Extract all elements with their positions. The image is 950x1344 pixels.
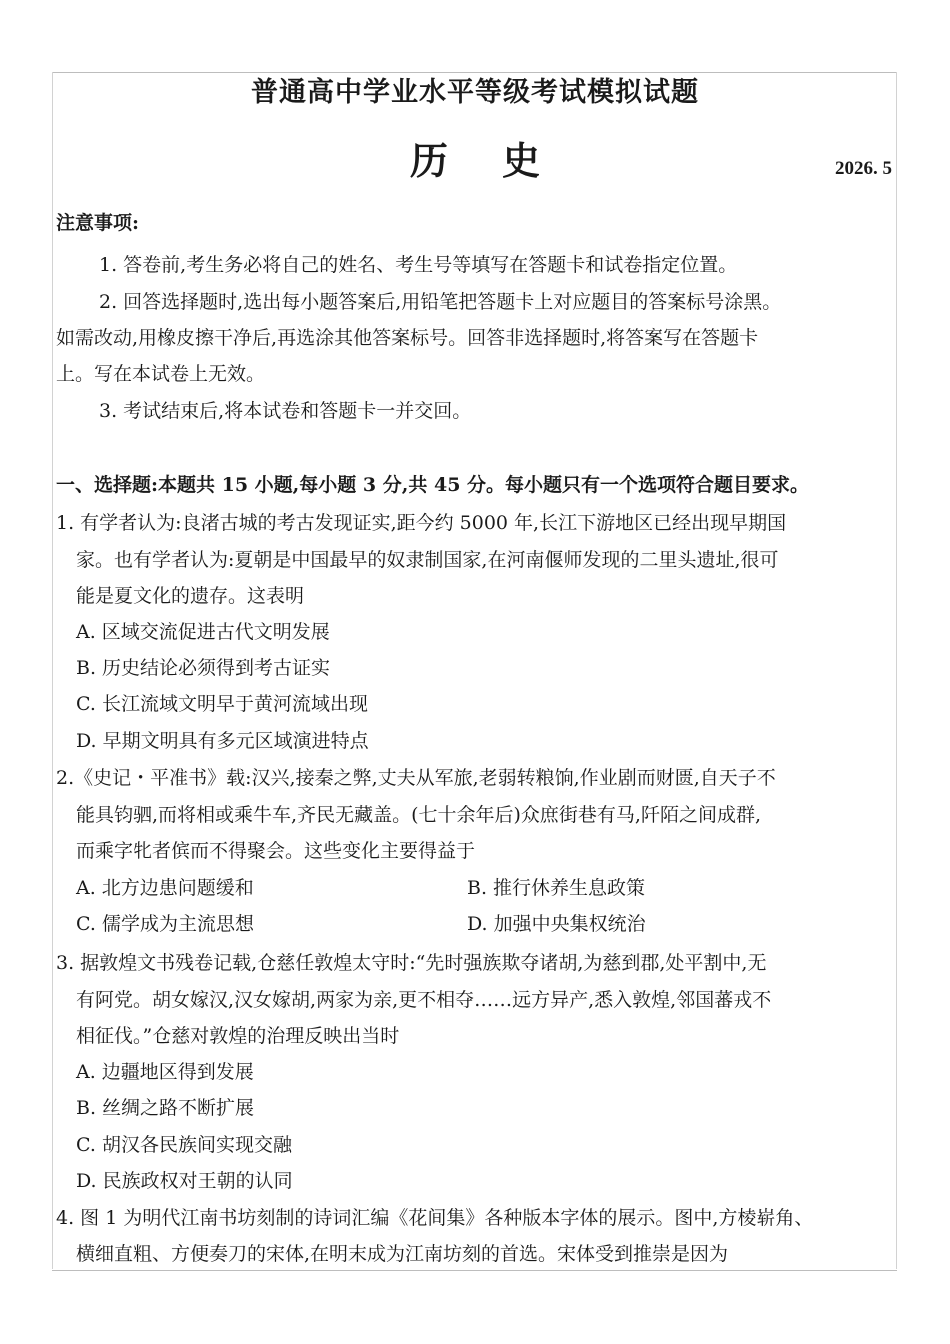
question-1-stem: 1. 有学者认为:良渚古城的考古发现证实,距今约 5000 年,长江下游地区已经出现早期国 bbox=[56, 512, 787, 534]
notice-line: 1. 答卷前,考生务必将自己的姓名、考生号等填写在答题卡和试卷指定位置。 bbox=[99, 254, 738, 276]
question-1-stem: 能是夏文化的遗存。这表明 bbox=[76, 585, 305, 607]
subject-title: 历史 bbox=[409, 138, 594, 183]
question-3-stem: 有阿党。胡女嫁汉,汉女嫁胡,两家为亲,更不相夺……远方异产,悉入敦煌,邻国蕃戎不 bbox=[76, 989, 772, 1011]
section-heading: 一、选择题:本题共 15 小题,每小题 3 分,共 45 分。每小题只有一个选项符合题目要求。 bbox=[56, 474, 810, 496]
right-border bbox=[896, 72, 897, 1269]
notice-line: 上。写在本试卷上无效。 bbox=[56, 363, 266, 385]
notice-line: 如需改动,用橡皮擦干净后,再选涂其他答案标号。回答非选择题时,将答案写在答题卡 bbox=[56, 327, 759, 349]
question-4-stem: 横细直粗、方便奏刀的宋体,在明末成为江南坊刻的首选。宋体受到推崇是因为 bbox=[76, 1243, 729, 1265]
question-1-option-c: C. 长江流域文明早于黄河流域出现 bbox=[76, 693, 368, 715]
question-3-option-a: A. 边疆地区得到发展 bbox=[76, 1061, 254, 1083]
question-4-stem: 4. 图 1 为明代江南书坊刻制的诗词汇编《花间集》各种版本字体的展示。图中,方棱崭角、 bbox=[56, 1207, 814, 1229]
exam-date: 2026. 5 bbox=[835, 158, 892, 179]
question-2-stem: 2.《史记・平准书》载:汉兴,接秦之弊,丈夫从军旅,老弱转粮饷,作业剧而财匮,自天子不 bbox=[56, 767, 776, 789]
question-2-option-c: C. 儒学成为主流思想 bbox=[76, 913, 254, 935]
left-border bbox=[52, 72, 53, 1269]
notice-heading: 注意事项: bbox=[56, 212, 140, 234]
question-2-stem: 能具钧驷,而将相或乘牛车,齐民无藏盖。(七十余年后)众庶街巷有马,阡陌之间成群, bbox=[76, 804, 761, 826]
exam-title: 普通高中学业水平等级考试模拟试题 bbox=[251, 77, 699, 108]
question-2-option-b: B. 推行休养生息政策 bbox=[467, 877, 646, 899]
notice-line: 2. 回答选择题时,选出每小题答案后,用铅笔把答题卡上对应题目的答案标号涂黑。 bbox=[99, 291, 782, 313]
question-1-option-d: D. 早期文明具有多元区域演进特点 bbox=[76, 730, 369, 752]
question-3-option-b: B. 丝绸之路不断扩展 bbox=[76, 1097, 255, 1119]
notice-line: 3. 考试结束后,将本试卷和答题卡一并交回。 bbox=[99, 400, 472, 422]
question-2-stem: 而乘字牝者傧而不得聚会。这些变化主要得益于 bbox=[76, 840, 476, 862]
question-3-option-d: D. 民族政权对王朝的认同 bbox=[76, 1170, 293, 1192]
question-2-option-a: A. 北方边患问题缓和 bbox=[76, 877, 254, 899]
question-1-option-b: B. 历史结论必须得到考古证实 bbox=[76, 657, 331, 679]
question-3-stem: 3. 据敦煌文书残卷记载,仓慈任敦煌太守时:“先时强族欺夺诸胡,为慈到郡,处平割中,无 bbox=[56, 952, 767, 974]
question-1-stem: 家。也有学者认为:夏朝是中国最早的奴隶制国家,在河南偃师发现的二里头遗址,很可 bbox=[76, 549, 779, 571]
question-2-option-d: D. 加强中央集权统治 bbox=[467, 913, 646, 935]
question-3-stem: 相征伐。”仓慈对敦煌的治理反映出当时 bbox=[76, 1025, 400, 1047]
question-3-option-c: C. 胡汉各民族间实现交融 bbox=[76, 1134, 292, 1156]
question-1-option-a: A. 区域交流促进古代文明发展 bbox=[76, 621, 330, 643]
